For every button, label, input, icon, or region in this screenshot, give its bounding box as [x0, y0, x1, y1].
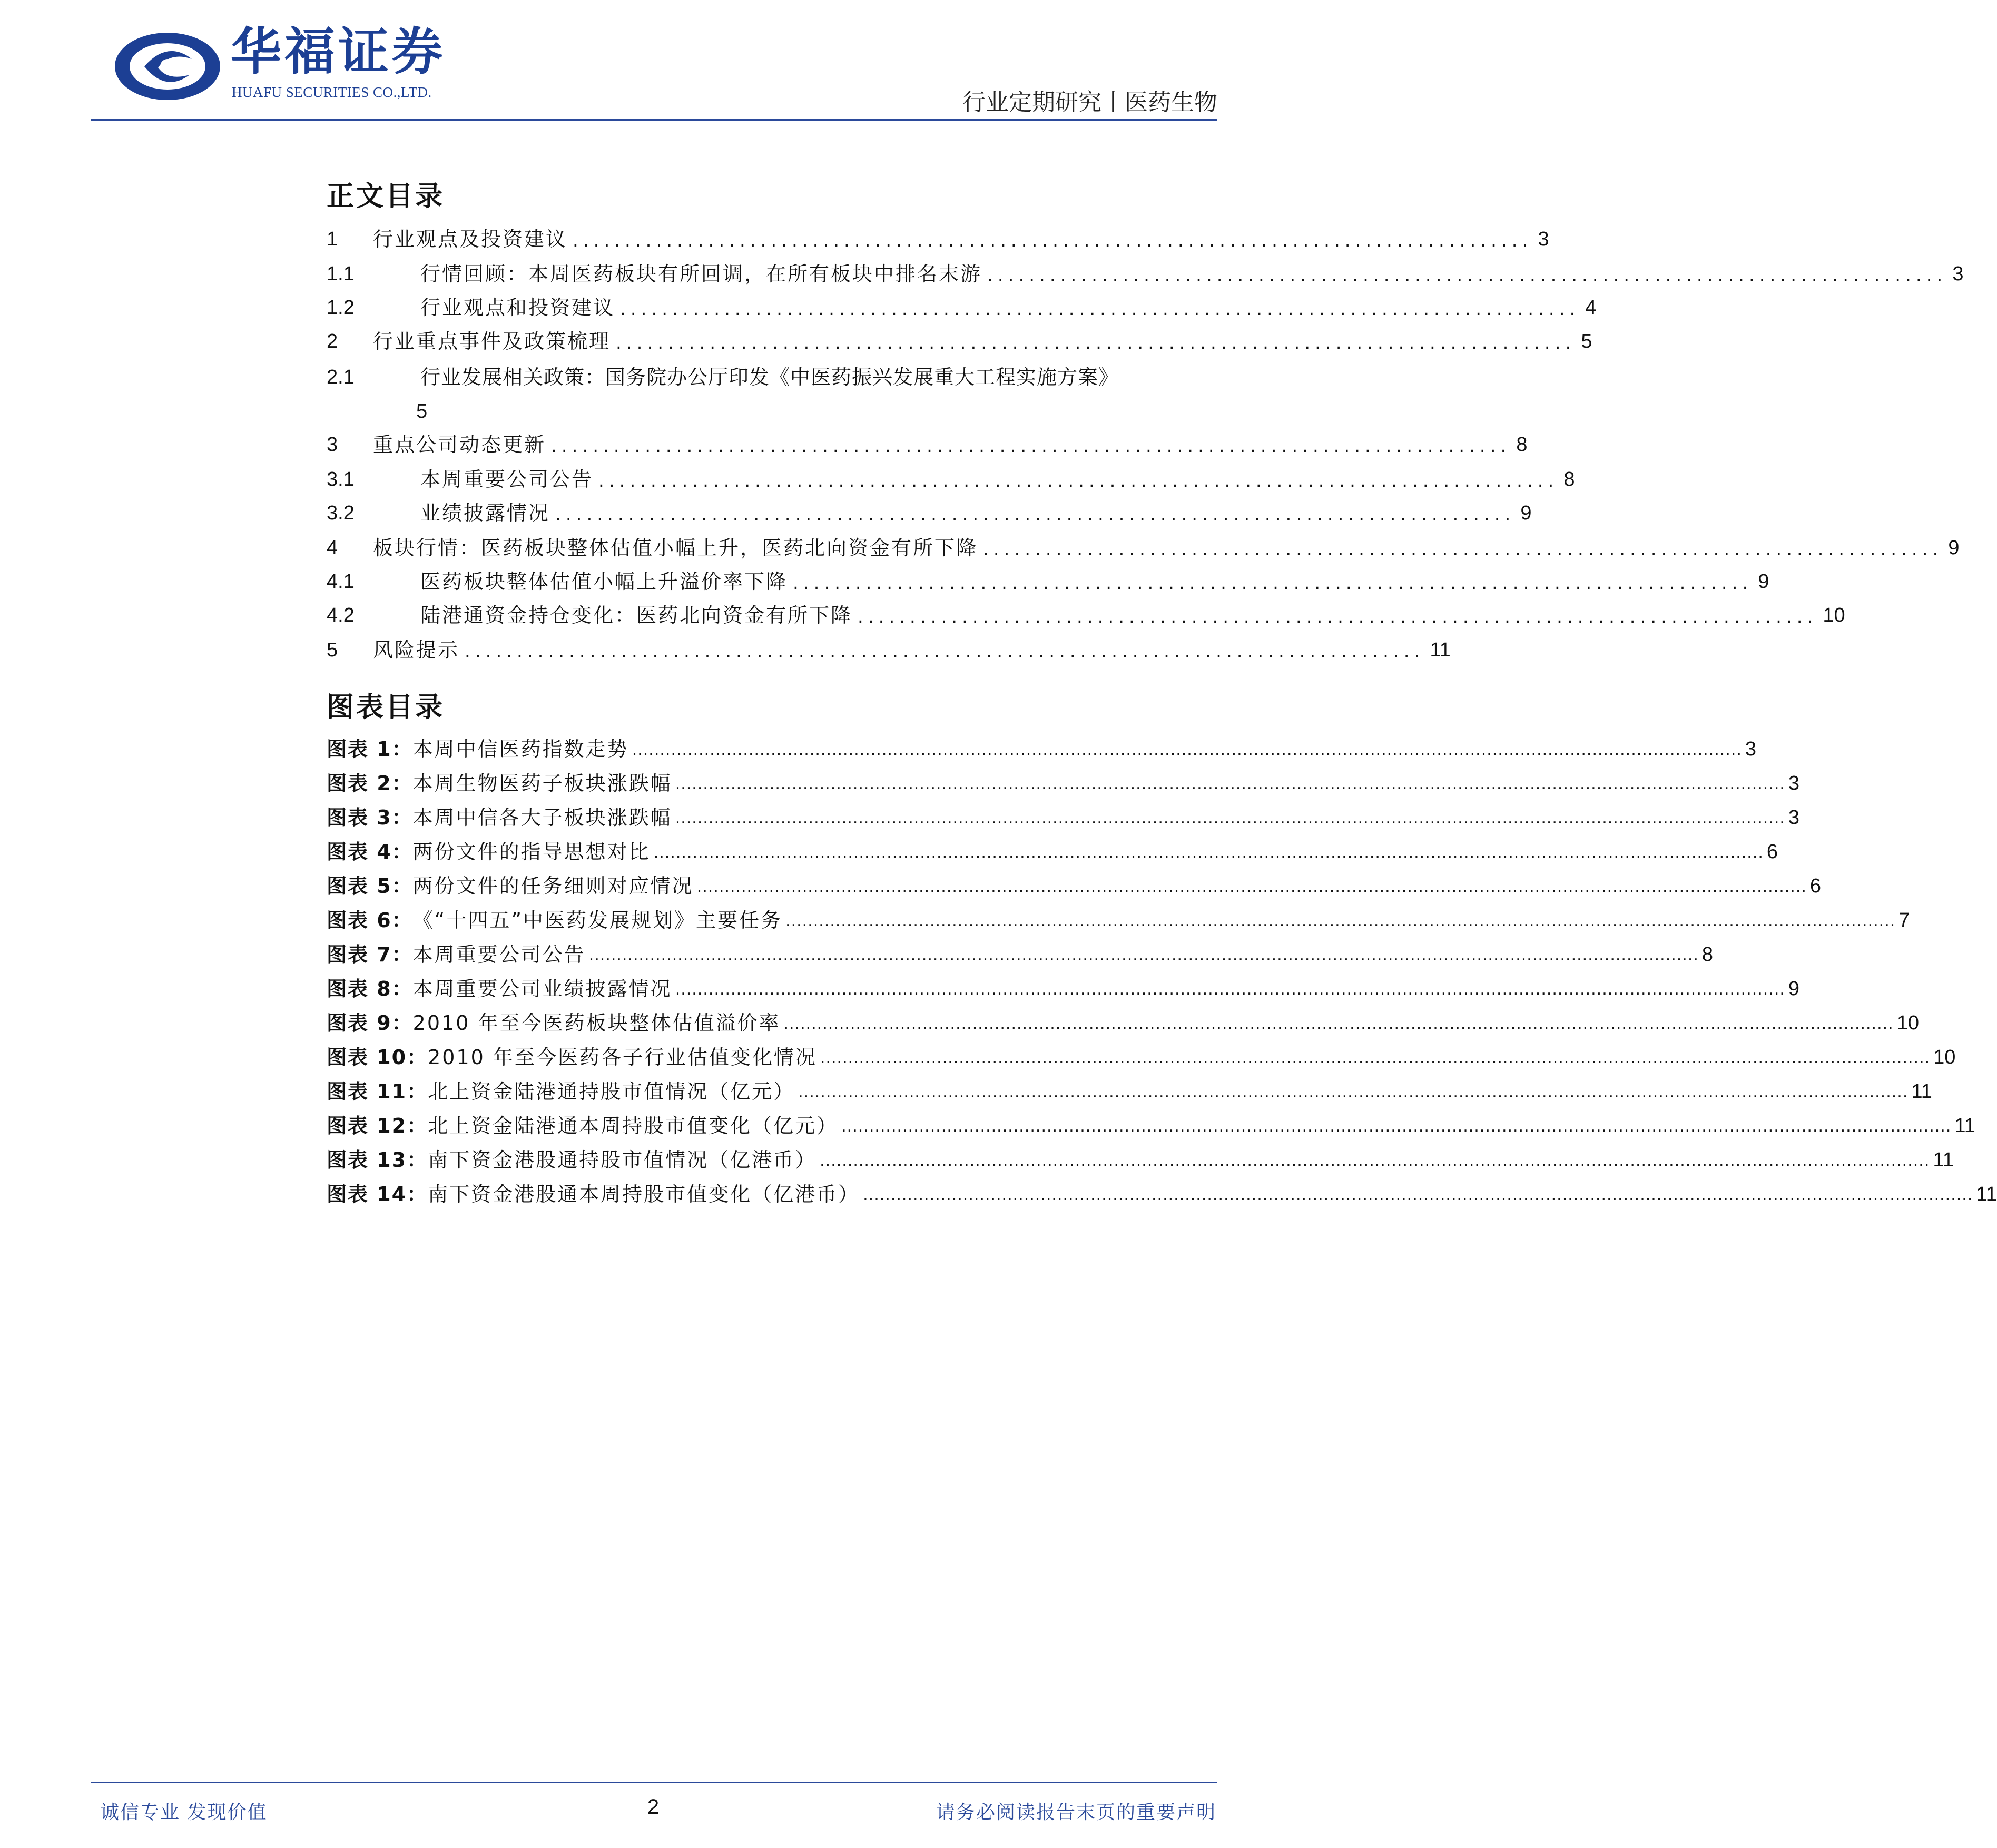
figure-item[interactable] [327, 1006, 1919, 1036]
page-number: 2 [647, 1795, 660, 1818]
figure-leader-dots: ........................................................................................................................................................................................................ [820, 1049, 1931, 1067]
figure-leader-dots: ........................................................................................................................................................................................................ [675, 980, 1785, 999]
figure-item-text: 本周生物医药子板块涨跌幅 [412, 772, 672, 795]
logo-english-name: HUAFU SECURITIES CO.,LTD. [232, 84, 432, 100]
figure-item-page: 3 [1745, 738, 1757, 761]
toc-leader-dots: ............................................................................................ [983, 539, 1943, 561]
toc-leader-dots: ............................................................................................ [620, 299, 1580, 320]
figure-item[interactable] [327, 732, 1757, 762]
figure-item-label: 图表 9： [327, 1011, 413, 1035]
toc-item-number: 3.2 [327, 502, 355, 525]
toc-item[interactable] [327, 494, 1532, 526]
toc-item-text: 风险提示 [373, 638, 460, 662]
figure-item-text: 两份文件的任务细则对应情况 [412, 874, 694, 898]
toc-leader-dots: ............................................................................................ [555, 504, 1516, 526]
figure-item-label: 图表 14： [327, 1183, 428, 1206]
logo-name: 华福证券 [231, 22, 446, 81]
toc-item-number: 2.1 [327, 366, 355, 389]
toc-item-number: 2 [327, 330, 338, 353]
footer-slogan: 诚信专业 发现价值 [100, 1802, 268, 1823]
figure-item-label: 图表 1： [327, 738, 413, 761]
figure-leader-dots: ........................................................................................................................................................................................................ [653, 843, 1764, 862]
figure-item-label: 图表 6： [327, 909, 413, 932]
figure-item[interactable] [327, 938, 1714, 967]
toc-leader-dots: ............................................................................................ [987, 265, 1947, 287]
toc-item[interactable] [327, 631, 1451, 663]
figure-item-page: 7 [1898, 909, 1910, 932]
figure-item-label: 图表 12： [327, 1114, 428, 1138]
toc-item-text: 行业观点和投资建议 [420, 296, 615, 320]
toc-item-text: 行情回顾：本周医药板块有所回调，在所有板块中排名末游 [420, 262, 982, 286]
toc-leader-dots: ............................................................................................ [793, 573, 1753, 594]
figure-item-page: 11 [1911, 1080, 1932, 1103]
toc-item[interactable] [327, 460, 1575, 492]
figure-item-text: 南下资金港股通持股市值情况（亿港币） [428, 1148, 817, 1172]
figure-item-page: 11 [1933, 1149, 1954, 1172]
toc-item-page: 9 [1758, 571, 1769, 593]
figure-item-text: 本周中信医药指数走势 [412, 738, 629, 761]
toc-item-number: 4.1 [327, 571, 355, 593]
toc-item-number: 1 [327, 228, 338, 251]
figure-item-text: 2010 年至今医药板块整体估值溢价率 [412, 1011, 781, 1035]
figure-item-label: 图表 2： [327, 772, 413, 795]
figure-leader-dots: ........................................................................................................................................................................................................ [785, 912, 1896, 930]
figure-leader-dots: ........................................................................................................................................................................................................ [675, 775, 1785, 793]
figure-item[interactable] [327, 1109, 1975, 1138]
toc-leader-dots: ............................................................................................ [858, 606, 1818, 628]
toc-item[interactable] [327, 596, 1845, 628]
figure-item-label: 图表 3： [327, 806, 413, 830]
figure-leader-dots: ........................................................................................................................................................................................................ [783, 1015, 1894, 1033]
figure-item-page: 6 [1766, 841, 1778, 863]
figure-item-page: 3 [1788, 772, 1800, 795]
figure-leader-dots: ........................................................................................................................................................................................................ [820, 1152, 1930, 1170]
figure-item-page: 6 [1809, 875, 1822, 898]
figure-item-page: 9 [1788, 978, 1800, 1000]
figure-item-text: 本周重要公司公告 [412, 943, 586, 967]
figure-leader-dots: ........................................................................................................................................................................................................ [675, 809, 1785, 828]
toc-leader-dots: ............................................................................................ [616, 332, 1576, 354]
figure-item-page: 11 [1976, 1183, 1997, 1206]
toc-item-number: 5 [327, 639, 338, 662]
figure-item-page: 10 [1896, 1012, 1919, 1035]
figure-leader-dots: ........................................................................................................................................................................................................ [696, 878, 1807, 896]
toc-item-page: 3 [1952, 263, 1964, 286]
figure-item-text: 2010 年至今医药各子行业估值变化情况 [428, 1046, 817, 1069]
toc-leader-dots: ............................................................................................ [573, 230, 1533, 252]
toc-item-number: 3.1 [327, 468, 355, 491]
figure-item[interactable] [327, 1075, 1932, 1104]
figure-item[interactable] [327, 1143, 1954, 1173]
figure-item[interactable] [327, 1177, 1997, 1207]
toc-item-page: 8 [1516, 434, 1528, 456]
figure-leader-dots: ........................................................................................................................................................................................................ [841, 1117, 1952, 1136]
toc-item-text: 业绩披露情况 [420, 502, 550, 525]
toc-item-text: 行业观点及投资建议 [373, 228, 568, 251]
figure-leader-dots: ........................................................................................................................................................................................................ [632, 741, 1742, 759]
figure-item-label: 图表 8： [327, 977, 413, 1001]
figure-item-text: 北上资金陆港通持股市值情况（亿元） [428, 1080, 795, 1104]
figure-list-title: 图表目录 [327, 692, 445, 723]
toc-item-page: 3 [1538, 228, 1549, 251]
figure-item-label: 图表 10： [327, 1046, 428, 1069]
toc-item-number: 1.1 [327, 263, 355, 286]
figure-item-label: 图表 7： [327, 943, 413, 967]
huafu-logo-icon [113, 31, 222, 102]
figure-item[interactable] [327, 801, 1800, 830]
figure-item-page: 8 [1701, 943, 1714, 966]
toc-item-text: 行业发展相关政策：国务院办公厅印发《中医药振兴发展重大工程实施方案》 [420, 366, 1119, 389]
toc-item[interactable] [327, 289, 1597, 320]
toc-item[interactable] [327, 563, 1769, 594]
toc-item-page: 5 [1581, 330, 1592, 353]
toc-item-page: 10 [1823, 604, 1845, 627]
toc-item[interactable] [327, 358, 1216, 390]
figure-item[interactable] [327, 835, 1778, 864]
toc-leader-dots: ............................................................................................ [598, 470, 1559, 492]
figure-item-text: 本周重要公司业绩披露情况 [412, 977, 672, 1001]
toc-item-number: 4.2 [327, 604, 355, 627]
toc-item-page: 8 [1563, 468, 1575, 491]
header-divider [91, 119, 1217, 121]
figure-item[interactable] [327, 869, 1822, 899]
figure-item-text: 两份文件的指导思想对比 [412, 840, 651, 864]
toc-item-text: 行业重点事件及政策梳理 [373, 330, 611, 353]
toc-item-text: 陆港通资金持仓变化：医药北向资金有所下降 [420, 604, 853, 627]
toc-item[interactable] [327, 322, 1592, 354]
figure-item-text: 《“十四五”中医药发展规划》主要任务 [412, 909, 783, 932]
toc-item-number: 1.2 [327, 297, 355, 319]
figure-item-text: 本周中信各大子板块涨跌幅 [412, 806, 672, 830]
figure-item-page: 10 [1933, 1046, 1956, 1069]
toc-item-text: 医药板块整体估值小幅上升溢价率下降 [420, 570, 788, 594]
figure-item-label: 图表 11： [327, 1080, 428, 1104]
figure-item[interactable] [327, 903, 1910, 933]
figure-leader-dots: ........................................................................................................................................................................................................ [588, 946, 1699, 965]
figure-item-page: 3 [1788, 807, 1800, 829]
figure-leader-dots: ........................................................................................................................................................................................................ [863, 1186, 1973, 1204]
toc-item-page: 9 [1520, 502, 1532, 525]
figure-item[interactable] [327, 766, 1800, 796]
toc-item-number: 4 [327, 537, 338, 559]
figure-item-text: 北上资金陆港通本周持股市值变化（亿元） [428, 1114, 839, 1138]
toc-item-page: 9 [1948, 537, 1960, 559]
figure-item-label: 图表 4： [327, 840, 413, 864]
toc-item[interactable] [327, 255, 1964, 287]
toc-item-page: 4 [1585, 297, 1597, 319]
toc-item-text: 重点公司动态更新 [373, 433, 546, 457]
toc-item[interactable] [327, 426, 1528, 457]
figure-item-label: 图表 13： [327, 1148, 428, 1172]
toc-item-page: 5 [416, 400, 428, 422]
figure-item-page: 11 [1954, 1115, 1975, 1137]
toc-title: 正文目录 [327, 181, 445, 212]
toc-item-text: 本周重要公司公告 [420, 468, 594, 492]
figure-leader-dots: ........................................................................................................................................................................................................ [798, 1083, 1909, 1102]
figure-item-text: 南下资金港股通本周持股市值变化（亿港币） [428, 1183, 860, 1206]
toc-leader-dots: ............................................................................................ [551, 436, 1511, 457]
footer-divider [91, 1782, 1217, 1783]
toc-item-page: 11 [1430, 639, 1451, 662]
report-type: 行业定期研究丨医药生物 [962, 89, 1217, 116]
figure-item-label: 图表 5： [327, 874, 413, 898]
toc-leader-dots: ............................................................................................ [465, 641, 1425, 663]
footer-disclaimer: 请务必阅读报告末页的重要声明 [936, 1802, 1216, 1823]
toc-item[interactable] [327, 220, 1549, 252]
figure-item[interactable] [327, 1040, 1956, 1070]
toc-item[interactable] [327, 529, 1960, 561]
toc-item-number: 3 [327, 434, 338, 456]
figure-item[interactable] [327, 972, 1800, 1001]
toc-item-text: 板块行情：医药板块整体估值小幅上升，医药北向资金有所下降 [373, 536, 978, 560]
